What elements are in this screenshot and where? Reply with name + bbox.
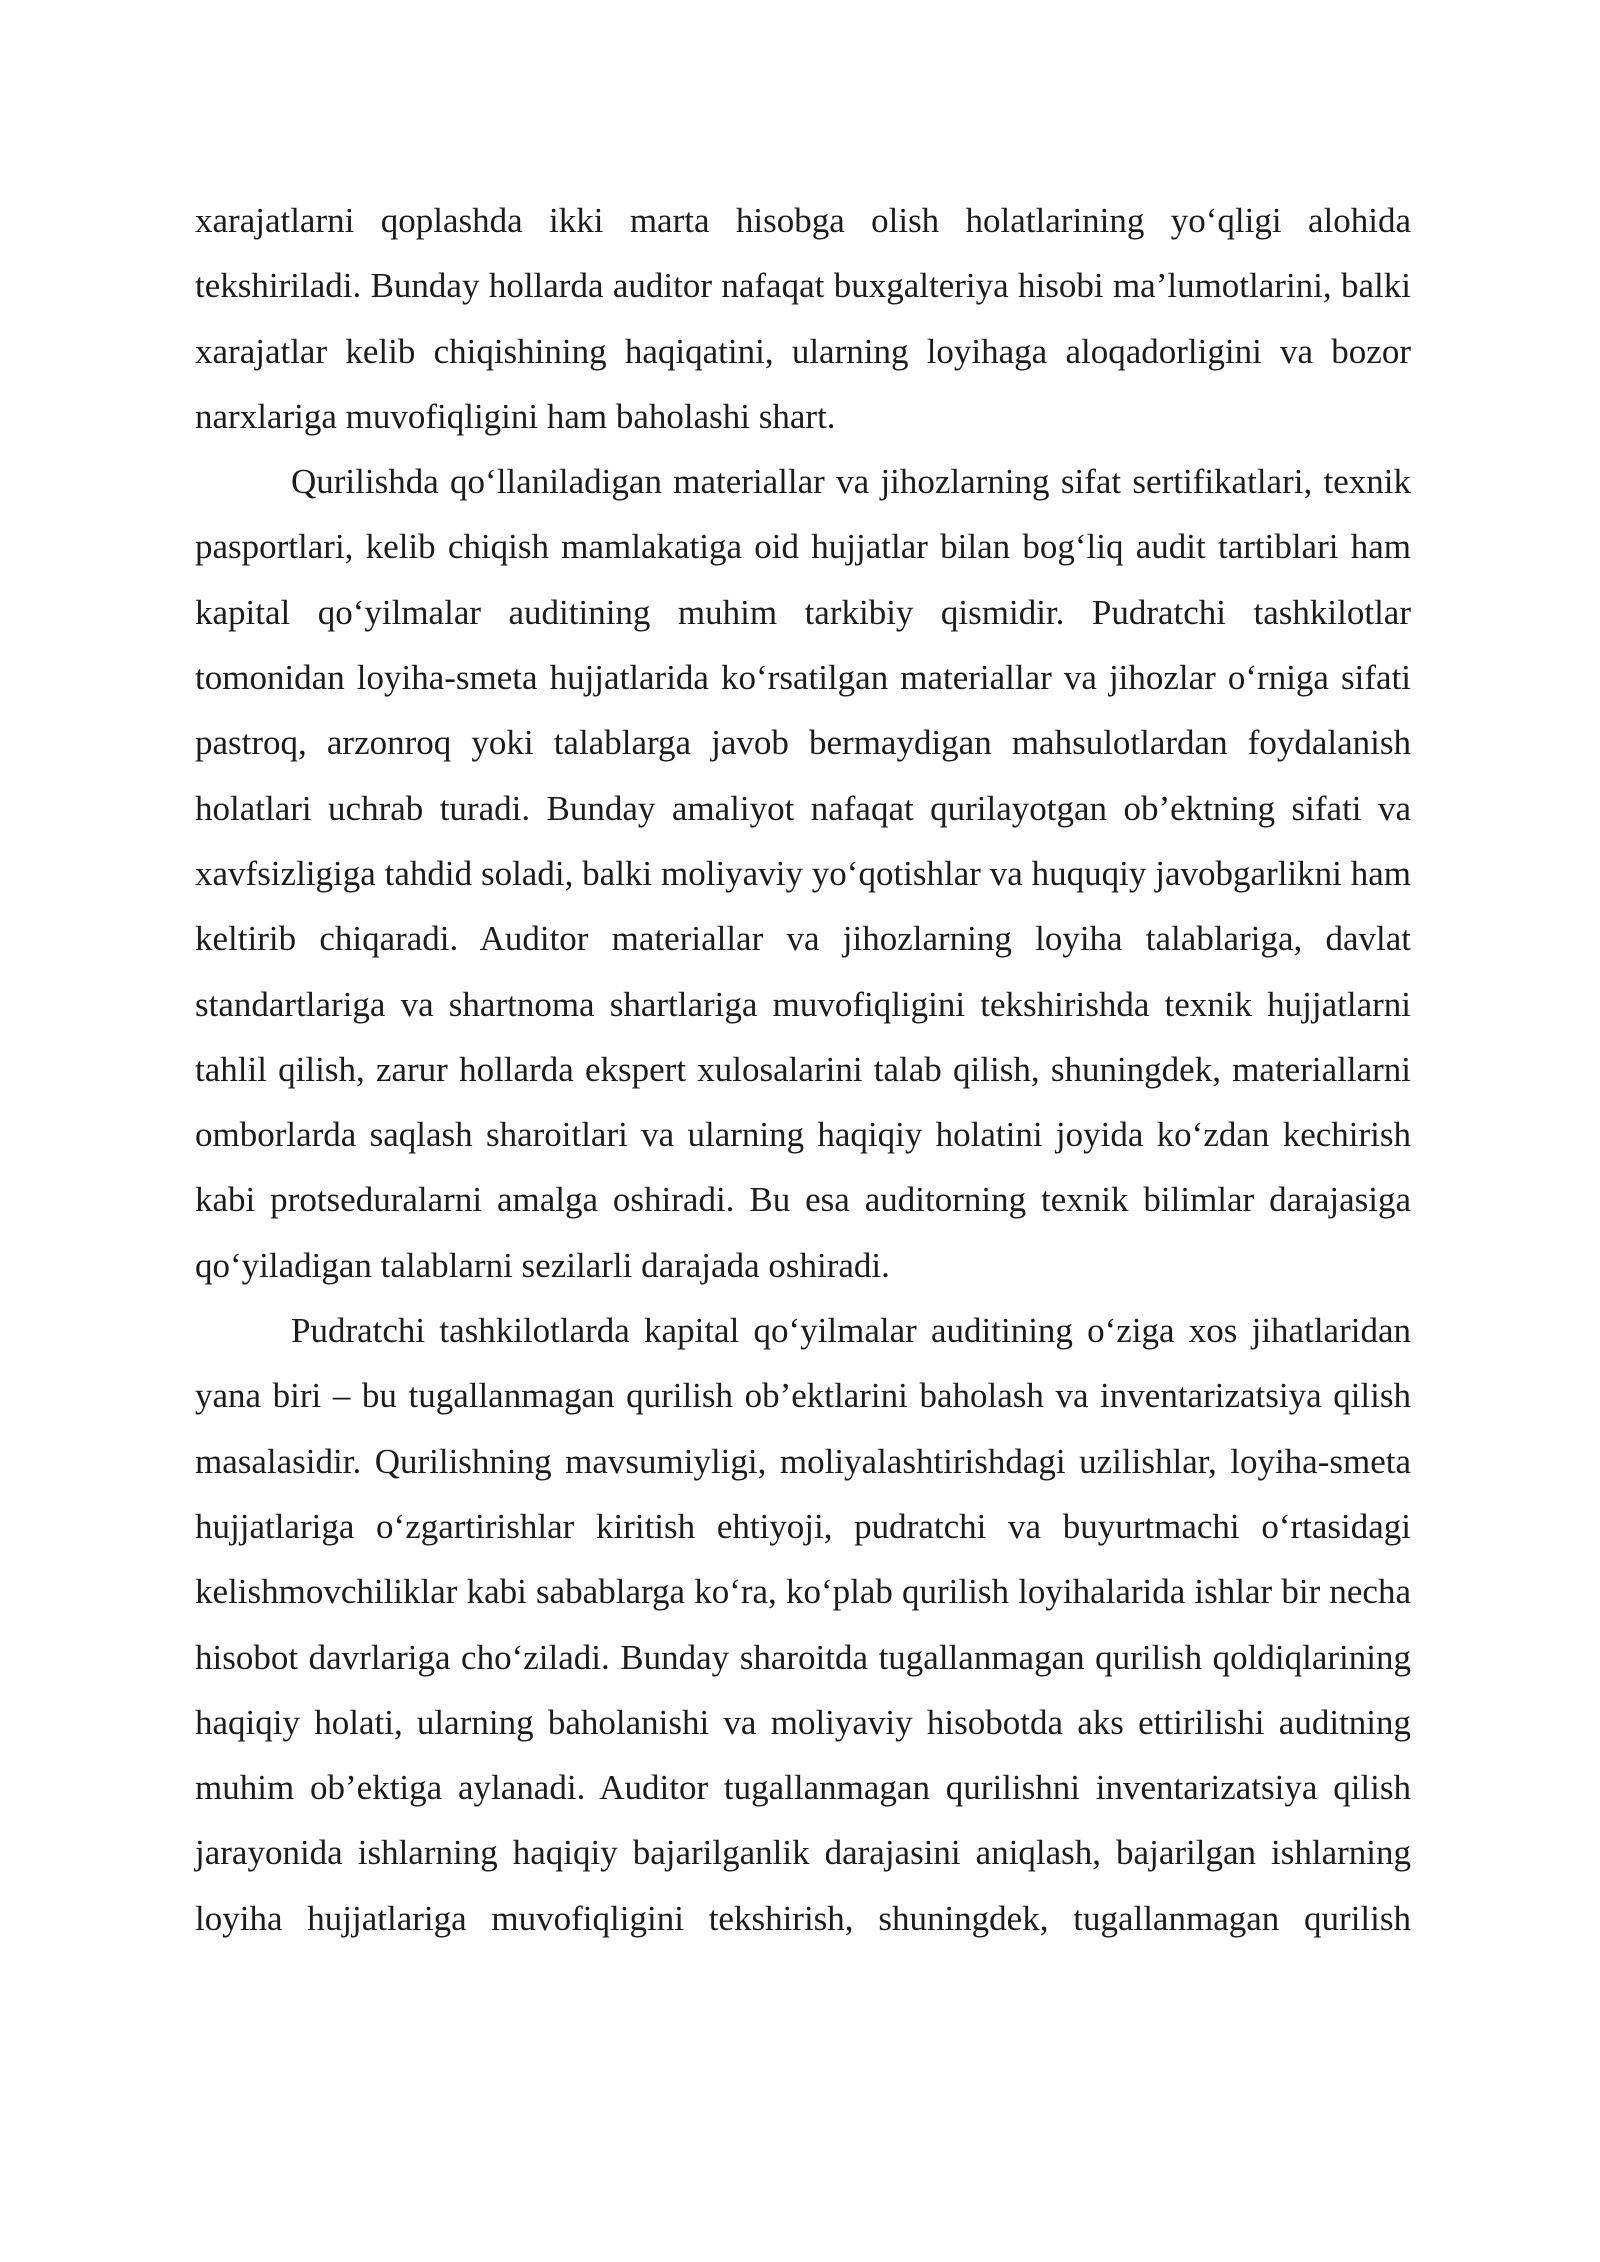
paragraph-1: xarajatlarni qoplashda ikki marta hisobga olish holatlarining yo‘qligi alohida tekshiriladi. Bunday hollarda auditor nafaqat buxgalteriya hisobi ma’lumotlarini, balki xarajatlar kelib chiqishining haqiqatini, ularning loyihaga aloqadorligini va bozor narxlariga muvofiqligini ham baholashi shart.: [195, 201, 1411, 436]
document-body: [195, 188, 1411, 1951]
paragraph-2: Qurilishda qo‘llaniladigan materiallar va jihozlarning sifat sertifikatlari, texnik pasportlari, kelib chiqish mamlakatiga oid hujjatlar bilan bog‘liq audit tartiblari ham kapital qo‘yilmalar auditining muhim tarkibiy qismidir. Pudratchi tashkilotlar tomonidan loyiha-smeta hujjatlarida ko‘rsatilgan materiallar va jihozlar o‘rniga sifati pastroq, arzonroq yoki talablarga javob bermaydigan mahsulotlardan foydalanish holatlari uchrab turadi. Bunday amaliyot nafaqat qurilayotgan ob’ektning sifati va xavfsizligiga tahdid soladi, balki moliyaviy yo‘qotishlar va huquqiy javobgarlikni ham keltirib chiqaradi. Auditor materiallar va jihozlarning loyiha talablariga, davlat standartlariga va shartnoma shartlariga muvofiqligini tekshirishda texnik hujjatlarni tahlil qilish, zarur hollarda ekspert xulosalarini talab qilish, shuningdek, materiallarni omborlarda saqlash sharoitlari va ularning haqiqiy holatini joyida ko‘zdan kechirish kabi protseduralarni amalga oshiradi. Bu esa auditorning texnik bilimlar darajasiga qo‘yiladigan talablarni sezilarli darajada oshiradi.: [195, 462, 1411, 1285]
paragraph-3: Pudratchi tashkilotlarda kapital qo‘yilmalar auditining o‘ziga xos jihatlaridan yana biri – bu tugallanmagan qurilish ob’ektlarini baholash va inventarizatsiya qilish masalasidir. Qurilishning mavsumiyligi, moliyalashtirishdagi uzilishlar, loyiha-smeta hujjatlariga o‘zgartirishlar kiritish ehtiyoji, pudratchi va buyurtmachi o‘rtasidagi kelishmovchiliklar kabi sabablarga ko‘ra, ko‘plab qurilish loyihalarida ishlar bir necha hisobot davrlariga cho‘ziladi. Bunday sharoitda tugallanmagan qurilish qoldiqlarining haqiqiy holati, ularning baholanishi va moliyaviy hisobotda aks ettirilishi auditning muhim ob’ektiga aylanadi. Auditor tugallanmagan qurilishni inventarizatsiya qilish jarayonida ishlarning haqiqiy bajarilganlik darajasini aniqlash, bajarilgan ishlarning loyiha hujjatlariga muvofiqligini tekshirish, shuningdek, tugallanmagan qurilish: [195, 1311, 1411, 1938]
